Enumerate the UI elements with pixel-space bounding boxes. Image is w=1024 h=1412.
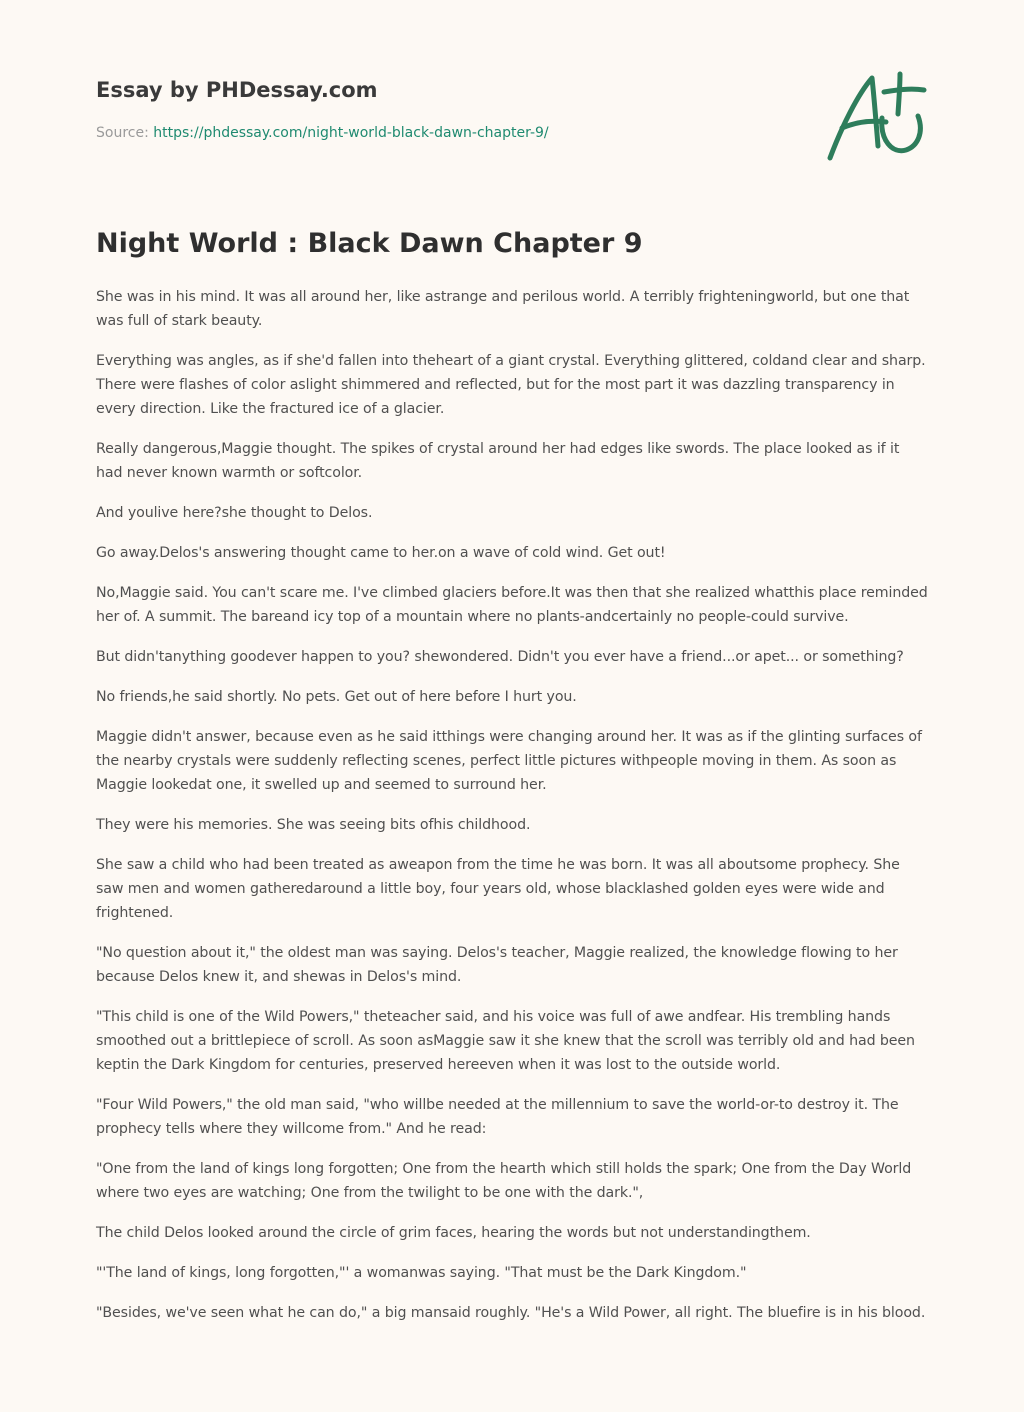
- a-plus-icon: [820, 66, 930, 166]
- page-header: [96, 76, 796, 142]
- paragraph: "'The land of kings, long forgotten,"' a womanwas saying. "That must be the Dark Kingdom.": [96, 1265, 747, 1281]
- paragraph: She was in his mind. It was all around her, like astrange and perilous world. A terribly frighteningworld, but one that was full of stark beauty.: [96, 289, 910, 329]
- paragraph: But didn'tanything goodever happen to you? shewondered. Didn't you ever have a friend...or apet... or something?: [96, 649, 904, 665]
- source-link[interactable]: https://phdessay.com/night-world-black-dawn-chapter-9/: [153, 125, 549, 141]
- paragraph: No,Maggie said. You can't scare me. I've climbed glaciers before.It was then that she realized whatthis place reminded her of. A summit. The bareand icy top of a mountain where no plants-andcertainly no people-could survive.: [96, 585, 928, 625]
- paragraph: She saw a child who had been treated as aweapon from the time he was born. It was all aboutsome prophecy. She saw men and women gatheredaround a little boy, four years old, whose blacklashed golden eyes were wide and frightened.: [96, 857, 900, 921]
- paragraph: "Besides, we've seen what he can do," a big mansaid roughly. "He's a Wild Power, all right. The bluefire is in his blood.: [96, 1305, 926, 1321]
- paragraph: They were his memories. She was seeing bits ofhis childhood.: [96, 817, 531, 833]
- paragraph: No friends,he said shortly. No pets. Get out of here before I hurt you.: [96, 689, 577, 705]
- paragraph: Everything was angles, as if she'd fallen into theheart of a giant crystal. Everything glittered, coldand clear and sharp. There were flashes of color aslight shimmered and reflected, but for the most part it was dazzling transparency in every direction. Like the fractured ice of a glacier.: [96, 353, 926, 417]
- paragraph: Really dangerous,Maggie thought. The spikes of crystal around her had edges like swords. The place looked as if it had never known warmth or softcolor.: [96, 441, 900, 481]
- site-title: Essay by PHDessay.com: [96, 78, 378, 102]
- paragraph: "One from the land of kings long forgotten; One from the hearth which still holds the spark; One from the Day World where two eyes are watching; One from the twilight to be one with the dark.",: [96, 1161, 912, 1201]
- paragraph: The child Delos looked around the circle of grim faces, hearing the words but not understandingthem.: [96, 1225, 811, 1241]
- source-line: [96, 124, 796, 142]
- essay-body: [96, 285, 930, 1341]
- paragraph: "This child is one of the Wild Powers," theteacher said, and his voice was full of awe andfear. His trembling hands smoothed out a brittlepiece of scroll. As soon asMaggie saw it she knew that the scroll was terribly old and had been keptin the Dark Kingdom for centuries, preserved hereeven when it was lost to the outside world.: [96, 1009, 915, 1073]
- paragraph: Maggie didn't answer, because even as he said itthings were changing around her. It was as if the glinting surfaces of the nearby crystals were suddenly reflecting scenes, perfect little pictures withpeople moving in them. As soon as Maggie lookedat one, it swelled up and seemed to surround her.: [96, 729, 922, 793]
- source-label: Source:: [96, 125, 154, 141]
- paragraph: And youlive here?she thought to Delos.: [96, 505, 373, 521]
- paragraph: "Four Wild Powers," the old man said, "who willbe needed at the millennium to save the world-or-to destroy it. The prophecy tells where they willcome from." And he read:: [96, 1097, 899, 1137]
- paragraph: "No question about it," the oldest man was saying. Delos's teacher, Maggie realized, the knowledge flowing to her because Delos knew it, and shewas in Delos's mind.: [96, 945, 898, 985]
- paragraph: Go away.Delos's answering thought came to her.on a wave of cold wind. Get out!: [96, 545, 666, 561]
- document-title: Night World : Black Dawn Chapter 9: [96, 228, 643, 259]
